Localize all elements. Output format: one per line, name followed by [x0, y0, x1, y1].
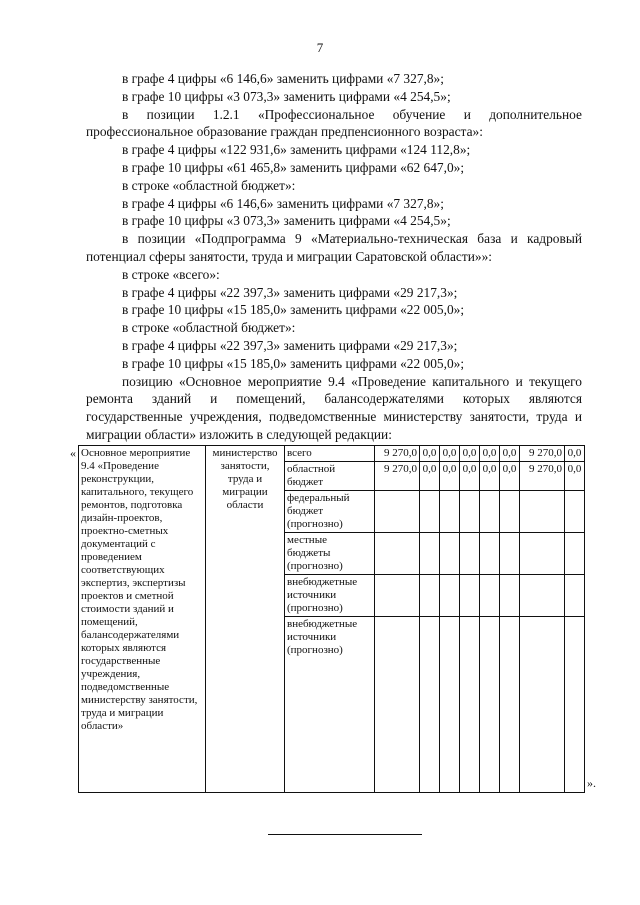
value-cell — [420, 533, 440, 575]
value-cell — [375, 617, 420, 793]
paragraph: в графе 4 цифры «22 397,3» заменить цифрами «29 217,3»; — [122, 284, 458, 300]
paragraph: в позиции 1.2.1 «Профессиональное обучение и дополнительное профессиональное образование граждан предпенсионного возраста»: — [86, 106, 582, 140]
value-cell — [440, 575, 460, 617]
table-row — [79, 446, 585, 462]
close-quote: ». — [587, 776, 596, 790]
value-cell — [375, 491, 420, 533]
paragraph: в строке «всего»: — [122, 266, 220, 282]
value-cell — [440, 617, 460, 793]
program-table — [78, 445, 585, 793]
value-cell — [480, 491, 500, 533]
value-cell — [420, 617, 440, 793]
value-cell — [565, 575, 585, 617]
value-cell — [375, 575, 420, 617]
paragraph: в графе 10 цифры «15 185,0» заменить цифрами «22 005,0»; — [122, 355, 465, 371]
paragraph: в графе 10 цифры «61 465,8» заменить цифрами «62 647,0»; — [122, 159, 465, 175]
value-cell — [520, 575, 565, 617]
value-cell: 9 270,0 — [375, 446, 420, 462]
value-cell: 0,0 — [565, 462, 585, 491]
value-cell — [500, 491, 520, 533]
value-cell: 0,0 — [440, 462, 460, 491]
value-cell: 0,0 — [460, 446, 480, 462]
value-cell — [480, 533, 500, 575]
value-cell — [500, 575, 520, 617]
value-cell: 0,0 — [565, 446, 585, 462]
bottom-rule — [268, 834, 422, 835]
paragraph: в графе 10 цифры «3 073,3» заменить цифрами «4 254,5»; — [122, 213, 451, 229]
paragraph: в позиции «Подпрограмма 9 «Материально-техническая база и кадровый потенциал сферы занятости, труда и миграции Саратовской области»»: — [86, 231, 582, 264]
value-cell — [520, 491, 565, 533]
paragraph: в графе 4 цифры «6 146,6» заменить цифрами «7 327,8»; — [122, 71, 444, 86]
value-cell — [565, 491, 585, 533]
funding-source-cell: внебюджетные источники (прогнозно) — [285, 617, 375, 793]
funding-source-cell: внебюджетные источники (прогнозно) — [285, 575, 375, 617]
open-quote: « — [70, 446, 76, 460]
value-cell — [565, 617, 585, 793]
value-cell — [480, 617, 500, 793]
value-cell — [460, 491, 480, 533]
value-cell: 0,0 — [480, 446, 500, 462]
paragraph: в графе 4 цифры «22 397,3» заменить цифрами «29 217,3»; — [122, 337, 458, 353]
paragraph: в графе 4 цифры «6 146,6» заменить цифрами «7 327,8»; — [122, 195, 444, 211]
funding-source-cell: всего — [285, 446, 375, 462]
paragraph: в строке «областной бюджет»: — [122, 177, 296, 193]
funding-source-cell: федеральный бюджет (прогнозно) — [285, 491, 375, 533]
paragraph: в графе 10 цифры «3 073,3» заменить цифрами «4 254,5»; — [122, 88, 451, 104]
value-cell — [480, 575, 500, 617]
value-cell — [520, 617, 565, 793]
program-table-block — [70, 445, 596, 793]
measure-name-cell: Основное мероприятие 9.4 «Проведение реконструкции, капитального, текущего ремонтов, подготовка дизайн-проектов, проектно-сметных документаций с проведением соответствующих экспертиз, экспертизы проектов и сметной стоимости зданий и помещений, балансодержателями которых являются государственные учреждения, подведомственные министерству занятости, труда и миграции области» — [79, 446, 206, 793]
value-cell — [420, 575, 440, 617]
value-cell — [440, 491, 460, 533]
value-cell: 0,0 — [420, 446, 440, 462]
paragraph: в строке «областной бюджет»: — [122, 320, 296, 336]
value-cell — [460, 575, 480, 617]
page-number: 7 — [316, 40, 324, 55]
value-cell — [500, 617, 520, 793]
value-cell: 0,0 — [480, 462, 500, 491]
value-cell: 0,0 — [500, 462, 520, 491]
value-cell — [440, 533, 460, 575]
value-cell — [565, 533, 585, 575]
executor-cell: министерство занятости, труда и миграции области — [206, 446, 285, 793]
value-cell: 0,0 — [440, 446, 460, 462]
paragraph: в графе 4 цифры «122 931,6» заменить цифрами «124 112,8»; — [122, 142, 471, 158]
paragraph: в графе 10 цифры «15 185,0» заменить цифрами «22 005,0»; — [122, 302, 465, 318]
value-cell — [375, 533, 420, 575]
funding-source-cell: местные бюджеты (прогнозно) — [285, 533, 375, 575]
paragraph: позицию «Основное мероприятие 9.4 «Проведение капитального и текущего ремонта зданий и помещений, балансодержателями которых являются государственные учреждения, подведомственные министерству занятости, труда и миграции области» изложить в следующей редакции: — [86, 373, 582, 442]
value-cell — [500, 533, 520, 575]
value-cell: 0,0 — [420, 462, 440, 491]
value-cell — [520, 533, 565, 575]
value-cell: 9 270,0 — [375, 462, 420, 491]
funding-source-cell: областной бюджет — [285, 462, 375, 491]
body-text — [86, 70, 582, 444]
value-cell: 9 270,0 — [520, 446, 565, 462]
value-cell: 0,0 — [500, 446, 520, 462]
value-cell — [460, 617, 480, 793]
value-cell: 0,0 — [460, 462, 480, 491]
value-cell — [460, 533, 480, 575]
value-cell — [420, 491, 440, 533]
value-cell: 9 270,0 — [520, 462, 565, 491]
